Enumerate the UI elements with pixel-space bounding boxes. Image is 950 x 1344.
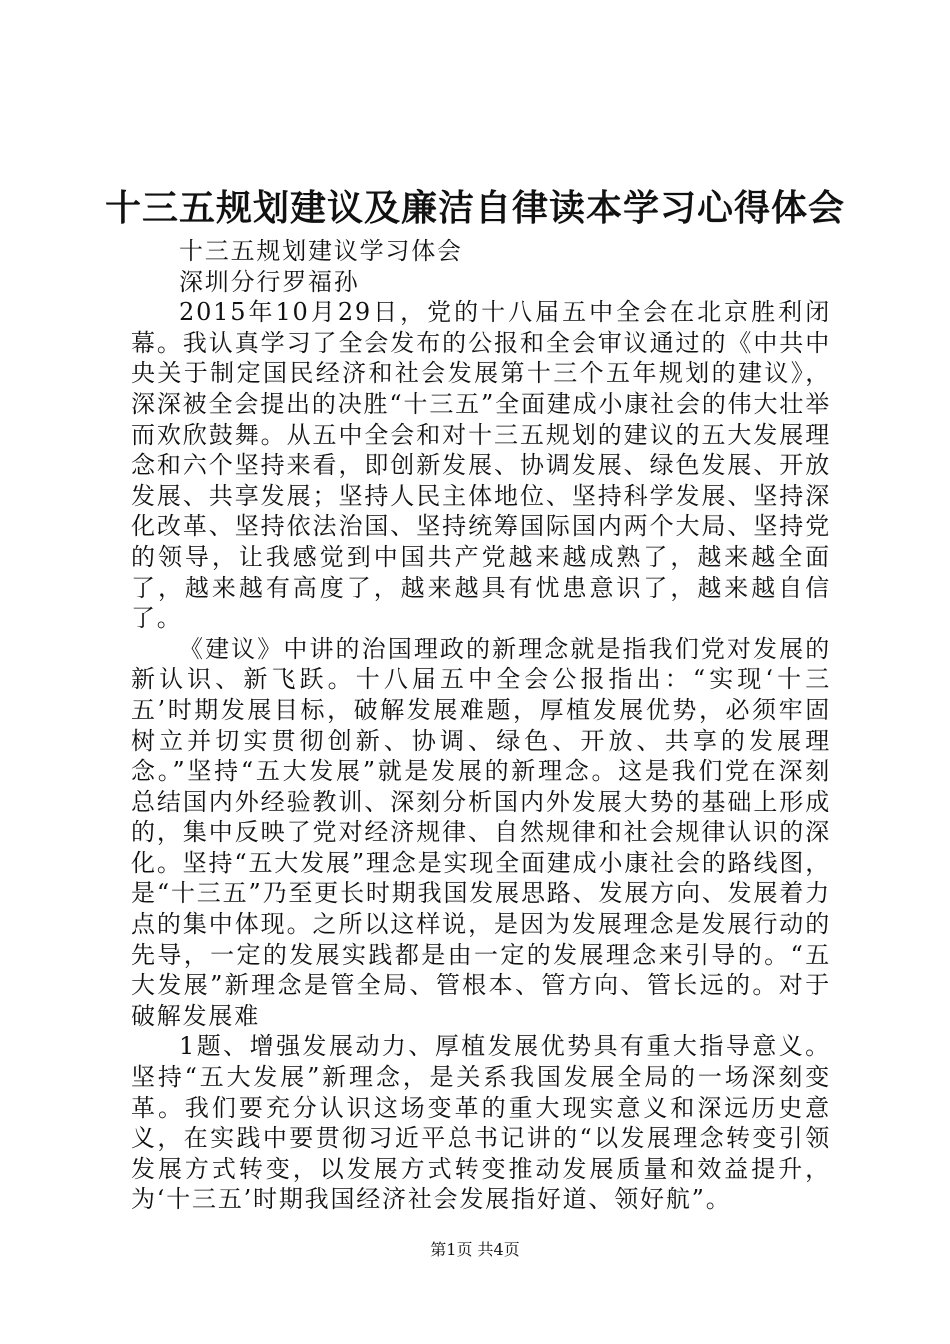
paragraph: 2015年10月29日，党的十八届五中全会在北京胜利闭幕。我认真学习了全会发布的公报和全会审议通过的《中共中央关于制定国民经济和社会发展第十三个五年规划的建议》，深深被全会提出的决胜“十三五”全面建成小康社会的伟大壮举而欢欣鼓舞。从五中全会和对十三五规划的建议的五大发展理念和六个坚持来看，即创新发展、协调发展、绿色发展、开放发展、共享发展；坚持人民主体地位、坚持科学发展、坚持深化改革、坚持依法治国、坚持统筹国际国内两个大局、坚持党的领导，让我感觉到中国共产党越来越成熟了，越来越全面了，越来越有高度了，越来越具有忧患意识了，越来越自信了。	[131, 298, 831, 633]
document-subtitle: 十三五规划建议学习体会	[179, 237, 463, 265]
page-footer: 第1页 共4页	[430, 1240, 520, 1259]
document-author: 深圳分行罗福孙	[179, 267, 360, 296]
document-title: 十三五规划建议及廉洁自律读本学习心得体会	[104, 188, 845, 229]
document-body	[131, 236, 831, 1215]
paragraph: 《建议》中讲的治国理政的新理念就是指我们党对发展的新认识、新飞跃。十八届五中全会公报指出：“实现‘十三五’时期发展目标，破解发展难题，厚植发展优势，必须牢固树立并切实贯彻创新、协调、绿色、开放、共享的发展理念。”坚持“五大发展”就是发展的新理念。这是我们党在深刻总结国内外经验教训、深刻分析国内外发展大势的基础上形成的，集中反映了党对经济规律、自然规律和社会规律认识的深化。坚持“五大发展”理念是实现全面建成小康社会的路线图，是“十三五”乃至更长时期我国发展思路、发展方向、发展着力点的集中体现。之所以这样说，是因为发展理念是发展行动的先导，一定的发展实践都是由一定的发展理念来引导的。“五大发展”新理念是管全局、管根本、管方向、管长远的。对于破解发展难	[131, 634, 831, 1030]
paragraph: 1题、增强发展动力、厚植发展优势具有重大指导意义。坚持“五大发展”新理念，是关系我国发展全局的一场深刻变革。我们要充分认识这场变革的重大现实意义和深远历史意义，在实践中要贯彻习近平总书记讲的“以发展理念转变引领发展方式转变，以发展方式转变推动发展质量和效益提升，为‘十三五’时期我国经济社会发展指好道、领好航”。	[131, 1032, 831, 1214]
